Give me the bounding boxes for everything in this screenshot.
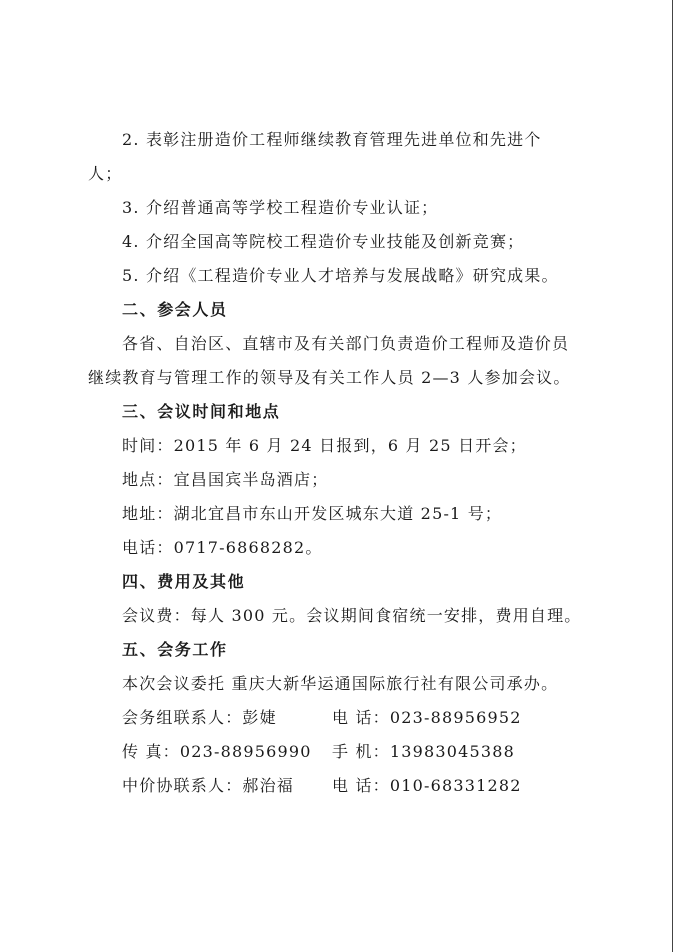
section-heading-attendees: 二、参会人员	[122, 300, 228, 319]
contact-right: 电 话：023-88956952	[332, 708, 522, 727]
section-heading-affairs: 五、会务工作	[122, 640, 228, 659]
attendees-text-line1: 各省、自治区、直辖市及有关部门负责造价工程师及造价员	[122, 334, 570, 353]
section-heading-fees: 四、费用及其他	[122, 572, 246, 591]
contact-left: 中价协联系人：郝治福	[122, 776, 295, 795]
list-item-2-line1: 2. 表彰注册造价工程师继续教育管理先进单位和先进个	[122, 130, 542, 149]
section-heading-time-place: 三、会议时间和地点	[122, 402, 281, 421]
attendees-text-line2: 继续教育与管理工作的领导及有关工作人员 2—3 人参加会议。	[88, 368, 571, 387]
list-item-3: 3. 介绍普通高等学校工程造价专业认证；	[122, 198, 439, 217]
contact-right: 手 机：13983045388	[332, 742, 516, 761]
contact-row	[88, 771, 588, 805]
list-item-5: 5. 介绍《工程造价专业人才培养与发展战略》研究成果。	[122, 266, 559, 285]
contact-right: 电 话：010-68331282	[332, 776, 522, 795]
contact-left: 会务组联系人：彭婕	[122, 708, 277, 727]
venue-phone: 电话：0717-6868282。	[122, 538, 323, 557]
meeting-address: 地址：湖北宜昌市东山开发区城东大道 25-1 号；	[122, 504, 503, 523]
list-item-2-line2: 人；	[88, 164, 123, 183]
contact-row	[88, 703, 588, 737]
document-body	[88, 125, 588, 805]
contact-left: 传 真：023-88956990	[122, 742, 312, 761]
meeting-time: 时间：2015 年 6 月 24 日报到，6 月 25 日开会；	[122, 436, 527, 455]
contact-row	[88, 737, 588, 771]
meeting-venue: 地点：宜昌国宾半岛酒店；	[122, 470, 329, 489]
meeting-fee: 会议费：每人 300 元。会议期间食宿统一安排，费用自理。	[122, 606, 582, 625]
organizer-text: 本次会议委托 重庆大新华运通国际旅行社有限公司承办。	[122, 674, 559, 693]
list-item-4: 4. 介绍全国高等院校工程造价专业技能及创新竞赛；	[122, 232, 525, 251]
